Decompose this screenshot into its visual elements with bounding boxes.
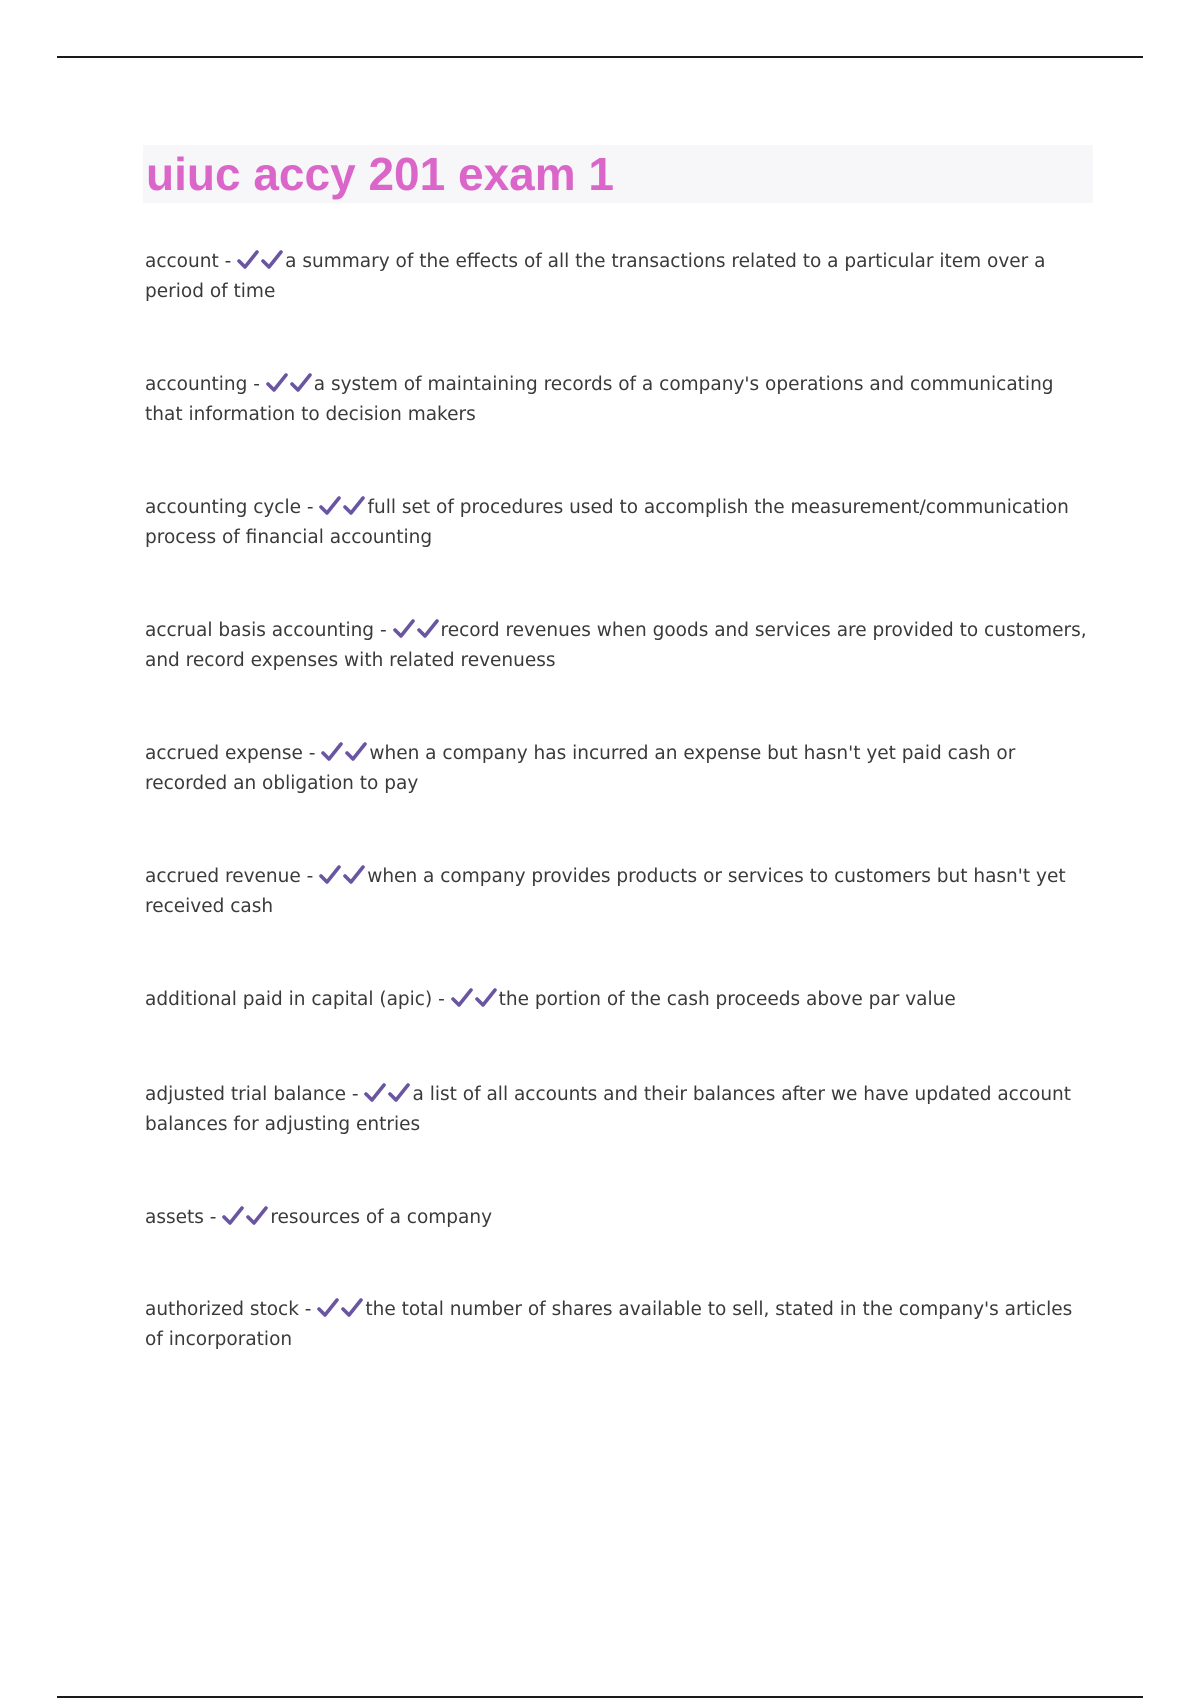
glossary-entry: [145, 247, 1095, 307]
entry-term: accrual basis accounting: [145, 620, 375, 641]
entry-definition: the portion of the cash proceeds above par value: [498, 989, 956, 1010]
checkmark-icon: [290, 373, 312, 393]
entry-definition: the total number of shares available to sell, stated in the company's articles of incorporation: [145, 1299, 1073, 1350]
entry-term: authorized stock: [145, 1299, 299, 1320]
checkmark-icon: [364, 1083, 386, 1103]
page-title: uiuc accy 201 exam 1: [146, 148, 614, 200]
glossary-entry: [145, 493, 1095, 553]
checkmark-icon: [393, 619, 415, 639]
entry-separator: -: [300, 866, 320, 887]
entry-term: account: [145, 251, 219, 272]
checkmark-icon: [341, 1298, 363, 1318]
entry-separator: -: [203, 1207, 223, 1228]
checkmark-icon: [417, 619, 439, 639]
entry-definition: a summary of the effects of all the transactions related to a particular item over a period of time: [145, 251, 1046, 302]
checkmark-icon: [343, 496, 365, 516]
entry-term: additional paid in capital (apic): [145, 989, 433, 1010]
checkmark-icon: [321, 742, 343, 762]
entry-separator: -: [298, 1299, 318, 1320]
glossary-entry: [145, 1203, 1095, 1233]
top-rule: [57, 56, 1143, 58]
bottom-rule: [57, 1696, 1143, 1698]
entry-term: accounting: [145, 374, 248, 395]
entry-separator: -: [301, 497, 320, 518]
entry-separator: -: [247, 374, 266, 395]
checkmark-icon: [451, 988, 473, 1008]
checkmark-icon: [319, 865, 341, 885]
entry-term: assets: [145, 1207, 204, 1228]
checkmark-icon: [388, 1083, 410, 1103]
entry-definition: a system of maintaining records of a company's operations and communicating that information to decision makers: [145, 374, 1054, 425]
checkmark-icon: [475, 988, 497, 1008]
checkmark-icon: [266, 373, 288, 393]
checkmark-icon: [261, 250, 283, 270]
entry-separator: -: [346, 1084, 365, 1105]
checkmark-icon: [343, 865, 365, 885]
entry-separator: -: [218, 251, 238, 272]
glossary-entry: [145, 616, 1095, 676]
glossary-entry: [145, 1080, 1095, 1140]
entry-definition: record revenues when goods and services are provided to customers, and record expenses with related revenuess: [145, 620, 1087, 671]
glossary-entry: [145, 739, 1095, 799]
glossary-entry: [145, 862, 1095, 922]
glossary-entry: [145, 985, 1095, 1015]
checkmark-icon: [319, 496, 341, 516]
glossary-entry: [145, 1295, 1095, 1355]
glossary-list: [145, 247, 1095, 1418]
entry-term: accounting cycle: [145, 497, 302, 518]
entry-term: adjusted trial balance: [145, 1084, 347, 1105]
entry-separator: -: [374, 620, 393, 641]
entry-definition: full set of procedures used to accomplish the measurement/communication process of financial accounting: [145, 497, 1069, 548]
entry-separator: -: [302, 743, 322, 764]
checkmark-icon: [345, 742, 367, 762]
checkmark-icon: [246, 1206, 268, 1226]
entry-term: accrued expense: [145, 743, 303, 764]
checkmark-icon: [222, 1206, 244, 1226]
entry-definition: when a company has incurred an expense but hasn't yet paid cash or recorded an obligation to pay: [145, 743, 1016, 794]
entry-term: accrued revenue: [145, 866, 301, 887]
checkmark-icon: [317, 1298, 339, 1318]
entry-definition: when a company provides products or services to customers but hasn't yet received cash: [145, 866, 1066, 917]
entry-separator: -: [432, 989, 451, 1010]
checkmark-icon: [237, 250, 259, 270]
glossary-entry: [145, 370, 1095, 430]
entry-definition: a list of all accounts and their balances after we have updated account balances for adjusting entries: [145, 1084, 1072, 1135]
entry-definition: resources of a company: [270, 1207, 493, 1228]
